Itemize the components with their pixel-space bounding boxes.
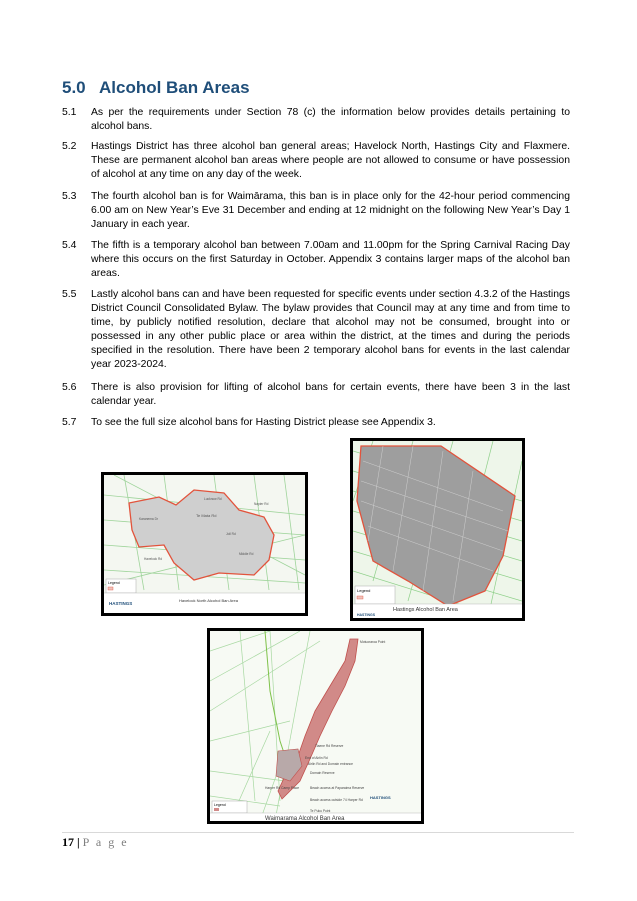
paragraph-5-1	[62, 106, 570, 134]
waimarama-map-title: Waimarama Alcohol Ban Area	[265, 816, 345, 821]
svg-text:Karanema Dr: Karanema Dr	[139, 517, 158, 521]
section-number: 5.0	[62, 78, 86, 97]
svg-text:Napier Rd: Napier Rd	[254, 502, 269, 506]
footer-separator: |	[77, 835, 80, 849]
svg-text:Middle Rd: Middle Rd	[239, 552, 254, 556]
svg-text:End of Airlin Rd: End of Airlin Rd	[305, 756, 328, 760]
paragraph-5-4	[62, 239, 570, 281]
waimarama-brand: HASTINGS	[370, 795, 391, 800]
svg-text:Airlin Rd and Domain entrance: Airlin Rd and Domain entrance	[308, 762, 353, 766]
waimarama-legend: Legend	[214, 803, 226, 807]
svg-text:Te Puku Point: Te Puku Point	[310, 809, 331, 813]
svg-text:Harper Rd Camp Place: Harper Rd Camp Place	[265, 786, 300, 790]
paragraph-5-6	[62, 381, 570, 409]
paragraph-5-3	[62, 190, 570, 232]
hastings-legend: Legend	[357, 588, 371, 593]
paragraph-text: As per the requirements under Section 78 (c) the information below provides details pertaining to alcohol bans.	[91, 107, 570, 132]
hastings-map-title: Hastings Alcohol Ban Area	[393, 607, 458, 613]
svg-text:Havelock Rd: Havelock Rd	[144, 557, 163, 561]
footer-divider	[62, 832, 574, 833]
svg-text:Te Mata Rd: Te Mata Rd	[196, 513, 217, 518]
page-footer	[62, 835, 129, 850]
havelock-legend: Legend	[108, 581, 120, 585]
paragraph-text: To see the full size alcohol bans for Hasting District please see Appendix 3.	[91, 417, 436, 428]
svg-text:Tiaene Rd Reserve: Tiaene Rd Reserve	[315, 744, 344, 748]
havelock-brand: HASTINGS	[109, 601, 133, 606]
paragraph-number: 5.1	[62, 107, 77, 118]
paragraph-text: Hastings District has three alcohol ban general areas; Havelock North, Hastings City and Flaxmere. These are permanent alcohol ban areas where people are not allowed to consume or have possession of alcohol at any time on any day of the week.	[91, 141, 570, 180]
paragraph-number: 5.5	[62, 289, 77, 300]
svg-text:Joll Rd: Joll Rd	[226, 532, 236, 536]
svg-text:Beach access at Paparaima Rese: Beach access at Paparaima Reserve	[310, 786, 365, 790]
paragraph-5-7	[62, 416, 570, 430]
page-word: P a g e	[82, 835, 129, 849]
page-number: 17	[62, 835, 74, 849]
svg-text:Beach access outside 74 Harper: Beach access outside 74 Harper Rd	[310, 798, 363, 802]
paragraph-number: 5.3	[62, 191, 77, 202]
paragraph-number: 5.7	[62, 417, 77, 428]
paragraph-number: 5.4	[62, 240, 77, 251]
paragraph-text: There is also provision for lifting of alcohol bans for certain events, there have been 3 in the last calendar year.	[91, 382, 570, 407]
paragraph-5-5	[62, 288, 570, 372]
havelock-north-map	[101, 472, 308, 616]
waimarama-map	[207, 628, 424, 824]
svg-text:Domain Reserve: Domain Reserve	[310, 771, 335, 775]
paragraph-number: 5.2	[62, 141, 77, 152]
svg-text:Motuoraroa Point: Motuoraroa Point	[360, 640, 386, 644]
hastings-map	[350, 438, 525, 621]
svg-text:Lucknow Rd: Lucknow Rd	[204, 497, 222, 501]
section-heading	[62, 78, 250, 98]
havelock-map-title: Havelock North Alcohol Ban Area	[179, 598, 238, 603]
section-title: Alcohol Ban Areas	[99, 78, 250, 97]
paragraph-text: The fourth alcohol ban is for Waimārama, this ban is in place only for the 42-hour period commencing 6.00 am on New Year’s Eve 31 December and ending at 12 midnight on the following New Year’s Day 1 January in each year.	[91, 191, 570, 230]
paragraph-text: Lastly alcohol bans can and have been requested for specific events under section 4.3.2 of the Hastings District Council Consolidated Bylaw. The bylaw provides that Council may at any time and from time to time, by publicly notified resolution, declare that alcohol may not be consumed, brought into or possessed in any other public place or area within the district, at the times and during the periods specified in the resolution. There have been 2 temporary alcohol bans for events in the last calendar year 2023-2024.	[91, 289, 570, 370]
paragraph-number: 5.6	[62, 382, 77, 393]
paragraph-text: The fifth is a temporary alcohol ban between 7.00am and 11.00pm for the Spring Carnival Racing Day where this occurs on the first Saturday in October. Appendix 3 contains larger maps of the alcohol ban areas.	[91, 240, 570, 279]
paragraph-5-2	[62, 140, 570, 182]
hastings-brand: HASTINGS	[357, 613, 376, 617]
